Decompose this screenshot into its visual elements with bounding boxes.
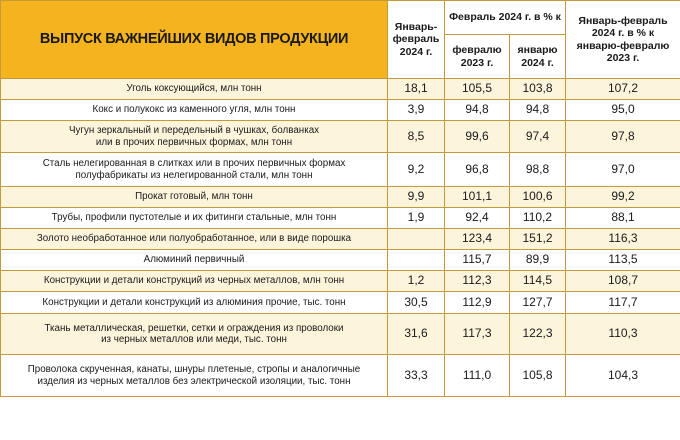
- table-row: [1, 187, 680, 208]
- row-label: [1, 355, 388, 397]
- cell-v3: 98,8: [510, 153, 566, 187]
- cell-v1: 31,6: [388, 314, 445, 355]
- table-row: [1, 100, 680, 121]
- row-label-line: Трубы, профили пустотелые и их фитинги стальные, млн тонн: [51, 212, 337, 224]
- cell-v1: 33,3: [388, 355, 445, 397]
- col-header-feb-2023-line2: 2023 г.: [460, 56, 494, 69]
- row-label: [1, 229, 388, 250]
- cell-v1: 9,2: [388, 153, 445, 187]
- col-header-janfeb: [566, 1, 680, 79]
- col-header-feb-2023: [445, 35, 510, 79]
- table-row: [1, 229, 680, 250]
- table-row: [1, 153, 680, 187]
- cell-v4: 95,0: [566, 100, 680, 121]
- cell-v4: 107,2: [566, 79, 680, 100]
- row-label-line: изделия из черных металлов без электрической изоляции, тыс. тонн: [37, 375, 351, 387]
- row-label-line: Алюминий первичный: [143, 254, 245, 266]
- cell-v1: 18,1: [388, 79, 445, 100]
- row-label: [1, 100, 388, 121]
- cell-v4: 104,3: [566, 355, 680, 397]
- row-label-line: или в прочих первичных формах, млн тонн: [95, 136, 293, 148]
- col-header-jan-2024: [510, 35, 566, 79]
- row-label-line: Прокат готовый, млн тонн: [135, 191, 253, 203]
- cell-v1: 9,9: [388, 187, 445, 208]
- cell-v3: 94,8: [510, 100, 566, 121]
- cell-v2: 123,4: [445, 229, 510, 250]
- cell-v3: 114,5: [510, 271, 566, 292]
- table-row: [1, 121, 680, 153]
- row-label: [1, 292, 388, 314]
- cell-v4: 88,1: [566, 208, 680, 229]
- table-row: [1, 355, 680, 397]
- row-label-line: Чугун зеркальный и передельный в чушках, болванках: [68, 125, 320, 137]
- col-header-period-line1: Январь-: [394, 21, 438, 34]
- cell-v4: 116,3: [566, 229, 680, 250]
- cell-v2: 92,4: [445, 208, 510, 229]
- row-label: [1, 153, 388, 187]
- cell-v3: 105,8: [510, 355, 566, 397]
- col-header-period-line2: февраль: [392, 33, 440, 46]
- col-header-period-line3: 2024 г.: [399, 45, 433, 58]
- row-label: [1, 187, 388, 208]
- cell-v3: 89,9: [510, 250, 566, 271]
- row-label-line: Проволока скрученная, канаты, шнуры плетеные, стропы и аналогичные: [27, 364, 361, 376]
- row-label: [1, 121, 388, 153]
- cell-v1: 1,2: [388, 271, 445, 292]
- cell-v4: 97,0: [566, 153, 680, 187]
- cell-v4: 99,2: [566, 187, 680, 208]
- col-header-janfeb-line1: Январь-февраль: [578, 15, 668, 28]
- col-header-jan-2024-line2: 2024 г.: [521, 56, 554, 69]
- row-label-line: Кокс и полукокс из каменного угля, млн тонн: [92, 104, 296, 116]
- cell-v2: 96,8: [445, 153, 510, 187]
- cell-v4: 117,7: [566, 292, 680, 314]
- cell-v2: 94,8: [445, 100, 510, 121]
- table-row: [1, 208, 680, 229]
- cell-v3: 110,2: [510, 208, 566, 229]
- cell-v3: 127,7: [510, 292, 566, 314]
- table-title: ВЫПУСК ВАЖНЕЙШИХ ВИДОВ ПРОДУКЦИИ: [1, 1, 388, 79]
- table-row: [1, 271, 680, 292]
- row-label: [1, 79, 388, 100]
- table-row: [1, 79, 680, 100]
- cell-v1: [388, 250, 445, 271]
- row-label: [1, 271, 388, 292]
- cell-v2: 115,7: [445, 250, 510, 271]
- cell-v2: 111,0: [445, 355, 510, 397]
- cell-v1: 30,5: [388, 292, 445, 314]
- col-header-period: [388, 1, 445, 79]
- row-label-line: Конструкции и детали конструкций из алюминия прочие, тыс. тонн: [42, 296, 346, 308]
- col-header-feb-2023-line1: февралю: [452, 44, 502, 57]
- cell-v1: 8,5: [388, 121, 445, 153]
- row-label: [1, 250, 388, 271]
- cell-v3: 151,2: [510, 229, 566, 250]
- col-header-janfeb-line4: 2023 г.: [606, 51, 640, 64]
- cell-v2: 117,3: [445, 314, 510, 355]
- cell-v3: 103,8: [510, 79, 566, 100]
- table-row: [1, 292, 680, 314]
- cell-v1: 1,9: [388, 208, 445, 229]
- row-label-line: из черных металлов или меди, тыс. тонн: [101, 334, 287, 345]
- cell-v2: 99,6: [445, 121, 510, 153]
- table-row: [1, 250, 680, 271]
- row-label-line: Уголь коксующийся, млн тонн: [126, 83, 262, 95]
- row-label-line: Ткань металлическая, решетки, сетки и ограждения из проволоки: [44, 322, 344, 334]
- row-label-line: Золото необработанное или полуобработанное, или в виде порошка: [36, 233, 352, 245]
- cell-v4: 108,7: [566, 271, 680, 292]
- col-header-janfeb-line3: январю-февралю: [576, 39, 670, 52]
- cell-v1: 3,9: [388, 100, 445, 121]
- cell-v4: 110,3: [566, 314, 680, 355]
- cell-v2: 101,1: [445, 187, 510, 208]
- cell-v2: 105,5: [445, 79, 510, 100]
- row-label-line: полуфабрикаты из нелегированной стали, млн тонн: [75, 169, 313, 181]
- row-label: [1, 314, 388, 355]
- cell-v3: 97,4: [510, 121, 566, 153]
- table-row: [1, 314, 680, 355]
- cell-v2: 112,9: [445, 292, 510, 314]
- cell-v2: 112,3: [445, 271, 510, 292]
- col-header-jan-2024-line1: январю: [517, 44, 558, 57]
- col-header-janfeb-line2: 2024 г. в % к: [591, 27, 655, 40]
- cell-v4: 113,5: [566, 250, 680, 271]
- row-label-line: Конструкции и детали конструкций из черных металлов, млн тонн: [43, 275, 345, 287]
- col-group-header-feb: Февраль 2024 г. в % к: [445, 1, 566, 35]
- cell-v3: 100,6: [510, 187, 566, 208]
- row-label: [1, 208, 388, 229]
- cell-v4: 97,8: [566, 121, 680, 153]
- table-header: [1, 1, 680, 79]
- cell-v1: [388, 229, 445, 250]
- table-body: [1, 79, 680, 397]
- row-label-line: Сталь нелегированная в слитках или в прочих первичных формах: [42, 158, 346, 170]
- cell-v3: 122,3: [510, 314, 566, 355]
